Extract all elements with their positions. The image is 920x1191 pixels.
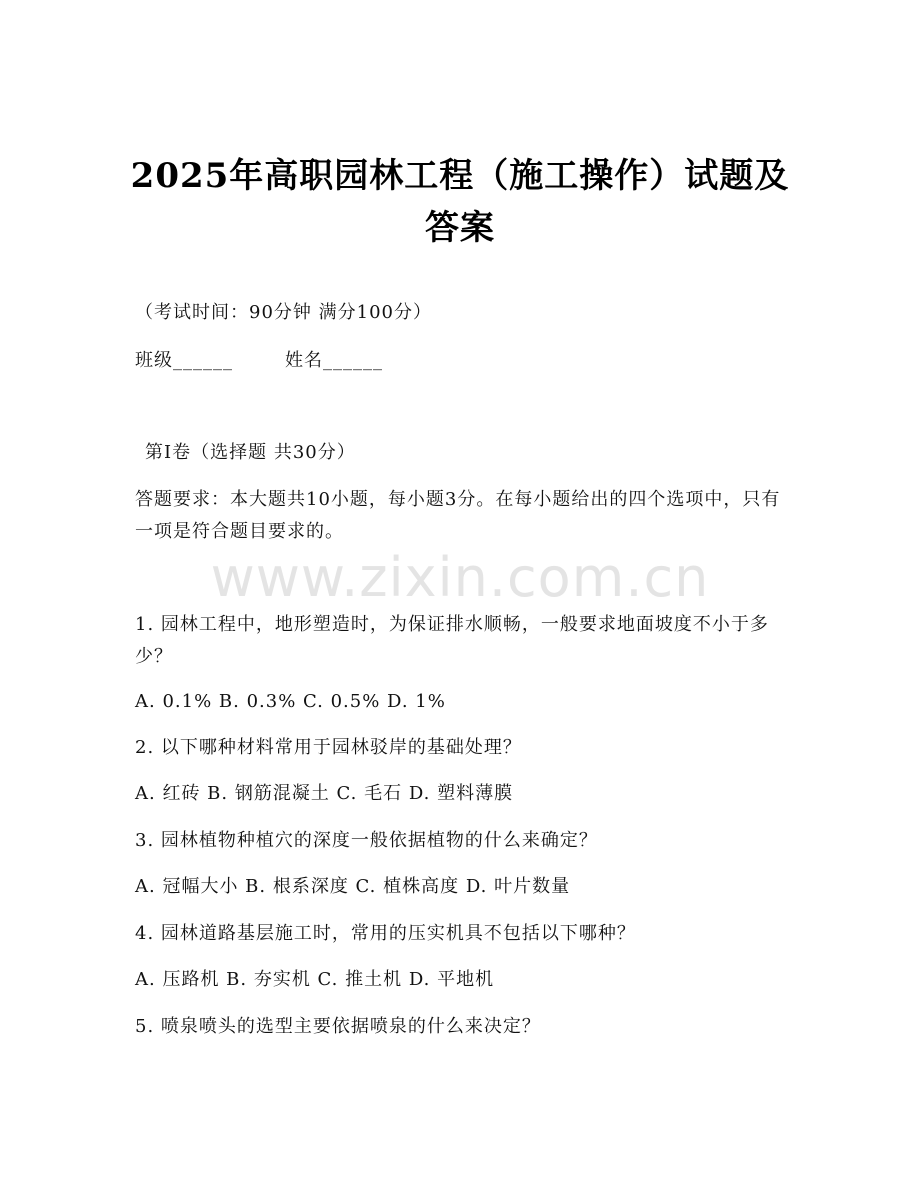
question-3-options: A. 冠幅大小 B. 根系深度 C. 植株高度 D. 叶片数量 (135, 876, 571, 897)
exam-info: （考试时间：90分钟 满分100分） (135, 302, 432, 323)
instructions: 答题要求：本大题共10小题，每小题3分。在每小题给出的四个选项中，只有一项是符合题目要求的。 (135, 489, 781, 542)
watermark: www.zixin.com.cn (210, 546, 710, 609)
question-4-options: A. 压路机 B. 夯实机 C. 推土机 D. 平地机 (135, 969, 495, 990)
class-field-label: 班级______ (135, 350, 233, 371)
question-2-options: A. 红砖 B. 钢筋混凝土 C. 毛石 D. 塑料薄膜 (135, 783, 514, 804)
name-field-label: 姓名______ (285, 350, 383, 371)
question-2-stem: 2. 以下哪种材料常用于园林驳岸的基础处理？ (135, 737, 522, 758)
question-4-stem: 4. 园林道路基层施工时，常用的压实机具不包括以下哪种？ (135, 923, 636, 944)
question-3-stem: 3. 园林植物种植穴的深度一般依据植物的什么来确定？ (135, 830, 598, 851)
question-1-options: A. 0.1% B. 0.3% C. 0.5% D. 1% (135, 691, 446, 712)
student-info-row (135, 346, 383, 376)
question-5-stem: 5. 喷泉喷头的选型主要依据喷泉的什么来决定？ (135, 1016, 541, 1037)
section-heading: 第I卷（选择题 共30分） (145, 442, 356, 463)
question-1-stem: 1. 园林工程中，地形塑造时，为保证排水顺畅，一般要求地面坡度不小于多少？ (135, 614, 769, 667)
document-title: 2025年高职园林工程（施工操作）试题及答案 (130, 156, 790, 248)
